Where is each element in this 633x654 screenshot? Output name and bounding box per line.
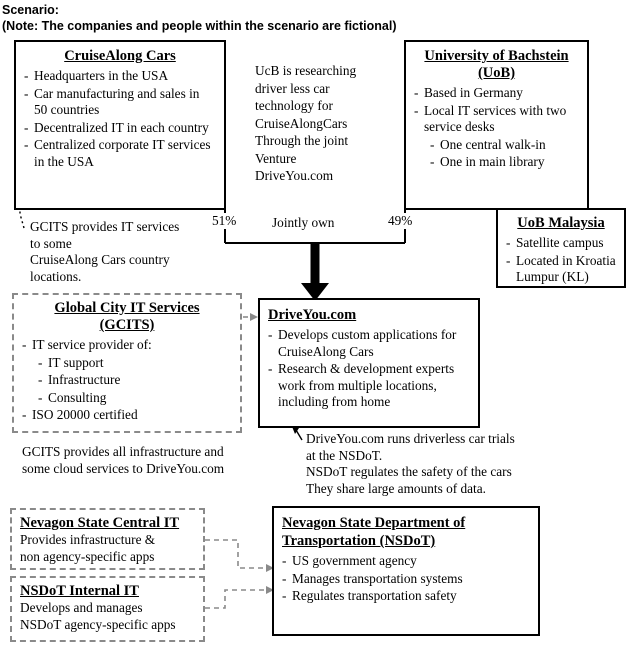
box-title-nsdot-line1: Nevagon State Department of <box>282 515 466 531</box>
box-title-uob-malaysia: UoB Malaysia <box>517 215 605 231</box>
list-item-label: Manages transportation systems <box>292 570 463 586</box>
note-gcits-infrastructure <box>22 444 282 477</box>
nsdot-internal-line-2: NSDoT agency-specific apps <box>20 616 176 632</box>
list-item-label: Local IT services with two service desks <box>424 102 567 134</box>
box-nevagon-state-central-it[interactable] <box>10 508 205 570</box>
box-nsdot[interactable] <box>272 506 540 636</box>
list-item-label: ISO 20000 certified <box>32 407 138 422</box>
line-internal-it-to-nsdot <box>205 590 268 608</box>
list-item-label: IT service provider of: <box>32 337 152 352</box>
list-item <box>22 390 232 407</box>
note-line: DriveYou.com runs driverless car trials <box>306 431 515 446</box>
uob-item-list <box>414 85 579 171</box>
list-item-label: Centralized corporate IT services in the USA <box>34 137 211 169</box>
list-item-label: Consulting <box>48 389 107 405</box>
list-item-label: Car manufacturing and sales in 50 countries <box>34 85 200 117</box>
list-item <box>506 253 616 286</box>
box-cruisealong-cars[interactable] <box>14 40 226 210</box>
note-line: GCITS provides IT services <box>30 219 180 234</box>
list-item-label: Infrastructure <box>48 372 121 387</box>
dash-bullet: - <box>268 327 273 342</box>
note-line: locations. <box>30 268 82 284</box>
note-line: some cloud services to DriveYou.com <box>22 460 225 476</box>
note-line: driver less car <box>255 80 330 96</box>
dash-bullet: - <box>38 354 43 370</box>
dash-bullet: - <box>282 570 287 586</box>
note-line: GCITS provides all infrastructure and <box>22 444 224 459</box>
dash-bullet: - <box>268 361 273 376</box>
box-title-uob-line2: (UoB) <box>477 65 516 81</box>
box-title-nsdot-line2: Transportation (NSDoT) <box>282 533 436 549</box>
dash-bullet: - <box>38 389 43 405</box>
box-gcits[interactable] <box>12 293 242 433</box>
line-gcits-to-cruisealong <box>20 208 24 228</box>
list-item <box>414 154 579 171</box>
note-line: They share large amounts of data. <box>306 480 486 496</box>
line-driveyou-to-nsdot-note <box>296 430 302 440</box>
note-line: Venture <box>255 150 297 166</box>
list-item <box>414 103 579 136</box>
ownership-left-percent: 51% <box>212 213 237 228</box>
list-item <box>282 553 530 570</box>
list-item <box>414 137 579 154</box>
gcits-item-list <box>22 337 232 424</box>
list-item-label: Headquarters in the USA <box>34 68 169 83</box>
dash-bullet: - <box>22 407 27 422</box>
list-item <box>22 407 232 424</box>
nevagon-central-line-1: Provides infrastructure & <box>20 532 156 547</box>
note-line: DriveYou.com <box>255 168 334 183</box>
list-item-label: Decentralized IT in each country <box>34 119 209 135</box>
list-item <box>282 588 530 605</box>
dash-bullet: - <box>24 85 29 101</box>
list-item-label: Based in Germany <box>424 85 523 100</box>
dash-bullet: - <box>506 235 511 250</box>
list-item <box>282 571 530 588</box>
list-item <box>24 120 216 137</box>
cruisealong-item-list <box>24 68 216 170</box>
dash-bullet: - <box>282 588 287 603</box>
list-item-label: Develops custom applications for CruiseAlong Cars <box>278 327 457 359</box>
list-item-label: Research & development experts work from multiple locations, including from home <box>278 361 455 409</box>
box-driveyou[interactable] <box>258 298 480 428</box>
dash-bullet: - <box>24 68 29 83</box>
ownership-right-percent: 49% <box>388 213 413 228</box>
list-item <box>24 137 216 170</box>
list-item-label: US government agency <box>292 553 417 568</box>
nsdot-internal-line-1: Develops and manages <box>20 600 143 615</box>
box-uob-malaysia[interactable] <box>496 208 626 288</box>
list-item-label: One in main library <box>440 154 545 169</box>
dash-bullet: - <box>414 85 419 100</box>
list-item <box>268 361 470 411</box>
uob-malaysia-item-list <box>506 235 616 286</box>
list-item <box>506 235 616 252</box>
driveyou-item-list <box>268 327 470 411</box>
list-item-label: Located in Kroatia Lumpur (KL) <box>516 252 616 284</box>
box-nsdot-internal-it[interactable] <box>10 576 205 642</box>
ownership-label: Jointly own <box>272 215 335 230</box>
note-line: to some <box>30 235 72 251</box>
note-ucb-research <box>255 62 390 185</box>
note-line: CruiseAlong Cars country <box>30 252 170 267</box>
note-line: technology for <box>255 98 333 113</box>
note-line: CruiseAlongCars <box>255 115 348 131</box>
dash-bullet: - <box>506 252 511 268</box>
box-title-driveyou: DriveYou.com <box>268 307 357 323</box>
box-title-gcits-line2: (GCITS) <box>99 317 155 333</box>
dash-bullet: - <box>24 119 29 135</box>
box-title-cruisealong: CruiseAlong Cars <box>64 48 176 64</box>
dash-bullet: - <box>38 372 43 387</box>
list-item-label: Regulates transportation safety <box>292 588 457 603</box>
note-line: at the NSDoT. <box>306 447 383 463</box>
list-item-label: IT support <box>48 354 104 370</box>
dash-bullet: - <box>282 553 287 568</box>
dash-bullet: - <box>430 136 435 152</box>
box-title-nevagon-central: Nevagon State Central IT <box>20 515 180 531</box>
list-item-label: Satellite campus <box>516 235 604 250</box>
note-line: UcB is researching <box>255 63 357 78</box>
dash-bullet: - <box>430 154 435 169</box>
note-nsdot-trials <box>306 431 606 497</box>
nevagon-central-line-2: non agency-specific apps <box>20 548 155 564</box>
dash-bullet: - <box>414 102 419 118</box>
box-title-uob-line1: University of Bachstein <box>424 48 569 64</box>
dash-bullet: - <box>22 337 27 352</box>
box-title-gcits-line1: Global City IT Services <box>54 300 200 316</box>
list-item <box>22 355 232 372</box>
nsdot-item-list <box>282 553 530 605</box>
list-item <box>268 327 470 360</box>
list-item <box>24 86 216 119</box>
list-item <box>414 85 579 102</box>
list-item <box>22 372 232 389</box>
list-item-label: One central walk-in <box>440 136 546 152</box>
dash-bullet: - <box>24 137 29 152</box>
line-central-it-to-nsdot <box>205 540 268 568</box>
scenario-line-1: Scenario: <box>2 3 59 17</box>
box-university-of-bachstein[interactable] <box>404 40 589 210</box>
list-item <box>22 337 232 354</box>
box-title-nsdot-internal: NSDoT Internal IT <box>20 583 139 599</box>
scenario-line-2: (Note: The companies and people within the scenario are fictional) <box>2 19 397 33</box>
list-item <box>24 68 216 85</box>
note-line: NSDoT regulates the safety of the cars <box>306 464 512 479</box>
note-gcits-services <box>30 219 230 285</box>
note-line: Through the joint <box>255 133 349 148</box>
arrowhead-gcits-driveyou <box>250 313 258 321</box>
